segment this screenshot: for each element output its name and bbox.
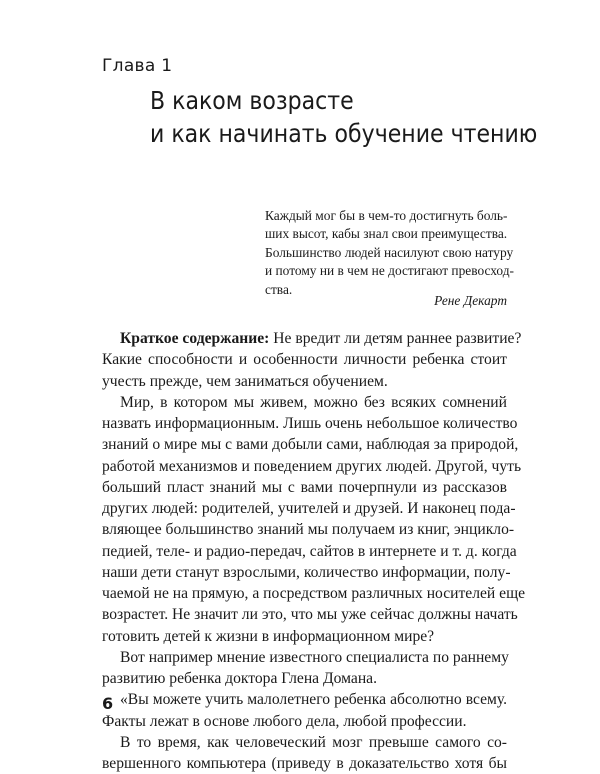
epigraph-line: ства. bbox=[265, 281, 293, 297]
body-text bbox=[102, 328, 526, 774]
paragraph-line: Мир, в котором мы живем, можно без всяких сомнений bbox=[120, 393, 507, 411]
paragraph-line: назвать информационным. Лишь очень небольшое количество bbox=[102, 415, 518, 432]
page-number: 6 bbox=[102, 694, 114, 713]
epigraph-line: Каждый мог бы в чем-то достигнуть боль- bbox=[265, 208, 508, 223]
chapter-label: Глава 1 bbox=[102, 56, 173, 76]
paragraph-line: готовить детей к жизни в информационном мире? bbox=[102, 627, 435, 645]
chapter-title-line-1: В каком возрасте bbox=[150, 86, 354, 115]
chapter-title bbox=[150, 84, 538, 150]
paragraph-line: других людей: родителей, учителей и друзей. И наконец пода- bbox=[102, 500, 516, 517]
paragraph-line: вляющее большинство знаний мы получаем из книг, энцикло- bbox=[102, 521, 515, 539]
paragraph-line: Факты лежат в основе любого дела, любой профессии. bbox=[102, 712, 467, 730]
summary-label: Краткое содержание: bbox=[120, 330, 270, 347]
epigraph-line: и потому ни в чем не достигают превосход- bbox=[265, 263, 515, 279]
paragraph-line: Вот например мнение известного специалиста по раннему bbox=[120, 648, 509, 666]
epigraph-quote bbox=[265, 207, 515, 299]
paragraph-line: «Вы можете учить малолетнего ребенка абсолютно всему. bbox=[120, 691, 507, 709]
paragraph-line: В то время, как человеческий мозг превыше самого со- bbox=[120, 733, 507, 751]
paragraph-line: работой механизмов и поведением других людей. Другой, чуть bbox=[102, 457, 522, 475]
epigraph-line: ших высот, кабы знал свои преимущества. bbox=[265, 226, 508, 242]
summary-line bbox=[102, 328, 522, 349]
chapter-title-line-2: и как начинать обучение чтению bbox=[150, 119, 538, 148]
paragraph-line: наши дети станут взрослыми, количество информации, полу- bbox=[102, 563, 511, 581]
epigraph-author: Рене Декарт bbox=[434, 293, 507, 308]
paragraph-line: развитию ребенка доктора Глена Домана. bbox=[102, 670, 377, 687]
epigraph-line: Большинство людей насилуют свою натуру bbox=[265, 244, 514, 260]
paragraph-line: больший пласт знаний мы с вами почерпнули из рассказов bbox=[102, 478, 507, 496]
paragraph-line: педией, теле- и радио-передач, сайтов в интернете и т. д. когда bbox=[102, 542, 517, 560]
paragraph-line: возрастет. Не значит ли это, что мы уже сейчас должны начать bbox=[102, 606, 518, 624]
summary-first-line: Не вредит ли детям раннее развитие? bbox=[269, 330, 522, 347]
summary-line: Какие способности и особенности личности ребенка стоит bbox=[102, 351, 507, 369]
summary-line: учесть прежде, чем заниматься обучением. bbox=[102, 372, 388, 390]
paragraph-line: вершенного компьютера (приведу в доказательство хотя бы bbox=[102, 755, 507, 772]
paragraph-line: чаемой не на прямую, а посредством различных носителей еще bbox=[102, 585, 526, 602]
paragraph-line: знаний о мире мы с вами добыли сами, наблюдая за природой, bbox=[102, 436, 519, 454]
